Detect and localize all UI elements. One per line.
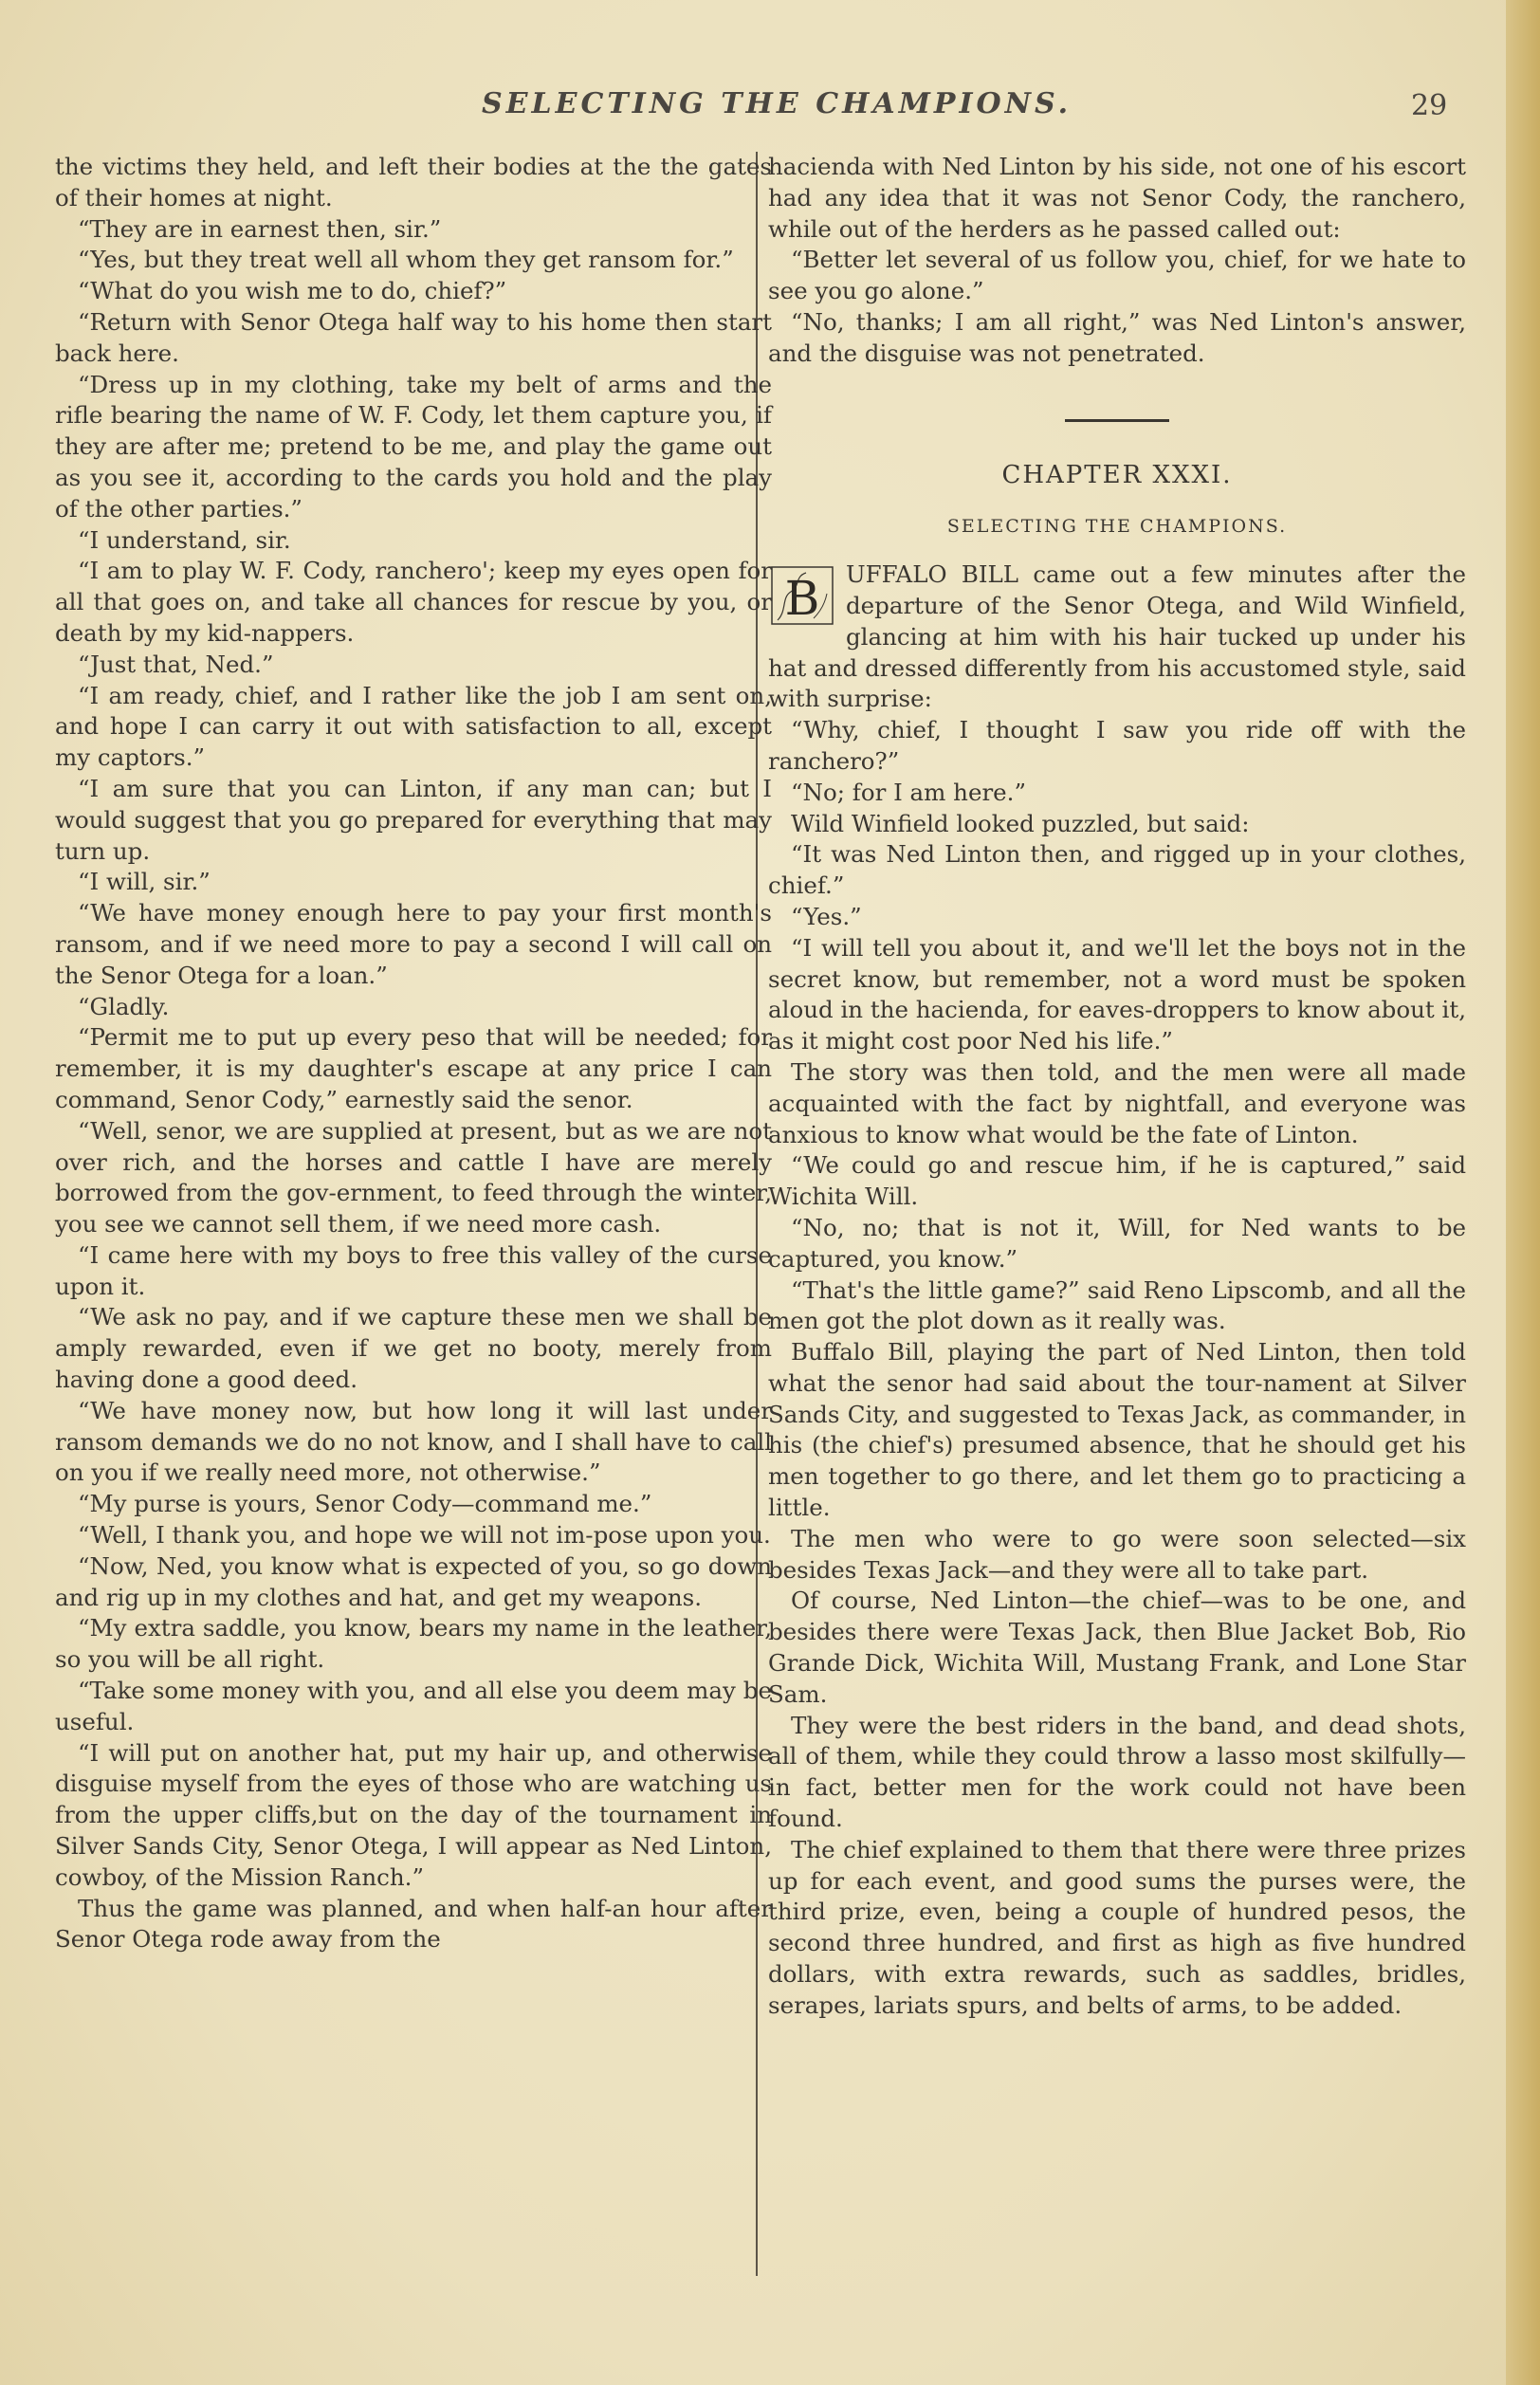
paragraph: “I came here with my boys to free this valley of the curse upon it.: [55, 1240, 772, 1300]
paragraph: “No, no; that is not it, Will, for Ned wants to be captured, you know.”: [768, 1213, 1466, 1273]
right-column-top: [768, 152, 1466, 370]
paragraph: Buffalo Bill, playing the part of Ned Linton, then told what the senor had said about the tour-nament at Silver Sands City, and suggested to Texas Jack, as commander, in his (the chief's) presumed absence, that he should get his men together to go there, and let them go to practicing a little.: [768, 1338, 1466, 1522]
paragraph: “I am to play W. F. Cody, ranchero'; keep my eyes open for all that goes on, and take all chances for rescue by you, or death by my kid-nappers.: [55, 557, 772, 647]
paragraph: “We have money now, but how long it will last under ransom demands we do no not know, and I shall have to call on you if we really need more, not otherwise.”: [55, 1396, 772, 1487]
paragraph: “Gladly.: [78, 992, 170, 1020]
paragraph: “It was Ned Linton then, and rigged up in your clothes, chief.”: [768, 840, 1466, 900]
paragraph: the victims they held, and left their bodies at the the gates of their homes at night.: [55, 153, 772, 211]
paragraph: “Now, Ned, you know what is expected of you, so go down and rig up in my clothes and hat, and get my weapons.: [55, 1551, 772, 1611]
left-column: [55, 152, 772, 1955]
paragraph: “No, thanks; I am all right,” was Ned Linton's answer, and the disguise was not penetrated.: [768, 307, 1466, 367]
paragraph: “Better let several of us follow you, chief, for we hate to see you go alone.”: [768, 246, 1466, 305]
page-edge: [1506, 0, 1540, 2385]
paragraph: “That's the little game?” said Reno Lipscomb, and all the men got the plot down as it really was.: [768, 1275, 1466, 1335]
paragraph: “Permit me to put up every peso that will be needed; for remember, it is my daughter's escape at any price I can command, Senor Cody,” earnestly said the senor.: [55, 1023, 772, 1113]
right-column-body: [768, 715, 1466, 2021]
paragraph: “Return with Senor Otega half way to his home then start back here.: [55, 307, 772, 367]
running-header: [0, 87, 1479, 131]
paragraph: “They are in earnest then, sir.”: [78, 214, 442, 243]
chapter-subtitle: SELECTING THE CHAMPIONS.: [946, 516, 1288, 538]
paragraph: “We could go and rescue him, if he is captured,” said Wichita Will.: [768, 1151, 1466, 1211]
chapter-heading: CHAPTER XXXI.: [1001, 460, 1233, 489]
running-title: SELECTING THE CHAMPIONS.: [482, 87, 1072, 120]
paragraph: “I will put on another hat, put my hair up, and otherwise disguise myself from the eyes of those who are watching us from the upper cliffs,but on the day of the tournament in Silver Sands City, Senor Otega, I will appear as Ned Linton, cowboy, of the Mission Ranch.”: [55, 1738, 772, 1891]
paragraph: “We have money enough here to pay your first month's ransom, and if we need more to pay a second I will call on the Senor Otega for a loan.”: [55, 899, 772, 989]
paragraph: hacienda with Ned Linton by his side, not one of his escort had any idea that it was not Senor Cody, the ranchero, while out of the herders as he passed called out:: [768, 153, 1466, 243]
paragraph: “What do you wish me to do, chief?”: [78, 277, 507, 305]
paragraph: “I understand, sir.: [78, 525, 291, 554]
section-rule: [1065, 419, 1169, 422]
paragraph: “We ask no pay, and if we capture these men we shall be amply rewarded, even if we get no booty, merely from having done a good deed.: [55, 1303, 772, 1394]
paragraph: “Well, I thank you, and hope we will not im-pose upon you.: [78, 1521, 771, 1550]
paragraph: “I am sure that you can Linton, if any man can; but I would suggest that you go prepared for everything that may turn up.: [55, 774, 772, 865]
paragraph: “No; for I am here.”: [791, 778, 1026, 806]
paragraph: “Just that, Ned.”: [78, 650, 274, 678]
paragraph: Thus the game was planned, and when half-an hour after Senor Otega rode away from the: [55, 1894, 772, 1954]
paragraph: “I am ready, chief, and I rather like the job I am sent on, and hope I can carry it out with satisfaction to all, except my captors.”: [55, 681, 772, 772]
paragraph: “My extra saddle, you know, bears my name in the leather, so you will be all right.: [55, 1614, 772, 1674]
page-number: 29: [1411, 89, 1448, 122]
paragraph: “Yes, but they treat well all whom they get ransom for.”: [78, 246, 734, 274]
paragraph: The story was then told, and the men were all made acquainted with the fact by nightfall, and everyone was anxious to know what would be the fate of Linton.: [768, 1057, 1466, 1148]
paragraph: They were the best riders in the band, and dead shots, all of them, while they could throw a lasso most skilfully—in fact, better men for the work could not have been found.: [768, 1711, 1466, 1833]
chapter-first-text: UFFALO BILL came out a few minutes after the departure of the Senor Otega, and Wild Winfield, glancing at him with his hair tucked up under his hat and dressed differently from his accustomed style, said with surprise:: [768, 560, 1466, 713]
paragraph: Of course, Ned Linton—the chief—was to be one, and besides there were Texas Jack, then Blue Jacket Bob, Rio Grande Dick, Wichita Will, Mustang Frank, and Lone Star Sam.: [768, 1587, 1466, 1708]
paragraph: “Dress up in my clothing, take my belt of arms and the rifle bearing the name of W. F. Cody, let them capture you, if they are after me; pretend to be me, and play the game out as you see it, according to the cards you hold and the play of the other parties.”: [55, 370, 772, 523]
dropcap-ornament: [768, 563, 836, 628]
paragraph: Wild Winfield looked puzzled, but said:: [791, 809, 1250, 837]
paragraph: “Why, chief, I thought I saw you ride off with the ranchero?”: [768, 716, 1466, 775]
paragraph: “Take some money with you, and all else you deem may be useful.: [55, 1677, 772, 1735]
chapter-first-paragraph: [768, 560, 1466, 715]
paragraph: The men who were to go were soon selected—six besides Texas Jack—and they were all to take part.: [768, 1524, 1466, 1584]
paragraph: “I will tell you about it, and we'll let the boys not in the secret know, but remember, not a word must be spoken aloud in the hacienda, for eaves-droppers to know about it, as it might cost poor Ned his life.”: [768, 933, 1466, 1055]
paragraph: “Well, senor, we are supplied at present, but as we are not over rich, and the horses and cattle I have are merely borrowed from the gov-ernment, to feed through the winter, you see we cannot sell them, if we need more cash.: [55, 1116, 772, 1238]
dropcap-letter: B: [784, 571, 820, 627]
paragraph: The chief explained to them that there were three prizes up for each event, and good sums the purses were, the third prize, even, being a couple of hundred pesos, the second three hundred, and first as high as five hundred dollars, with extra rewards, such as saddles, bridles, serapes, lariats spurs, and belts of arms, to be added.: [768, 1835, 1466, 2019]
paragraph: “My purse is yours, Senor Cody—command me.”: [78, 1490, 652, 1518]
right-column: [768, 152, 1466, 2022]
paragraph: “I will, sir.”: [78, 868, 211, 896]
paragraph: “Yes.”: [791, 902, 862, 930]
